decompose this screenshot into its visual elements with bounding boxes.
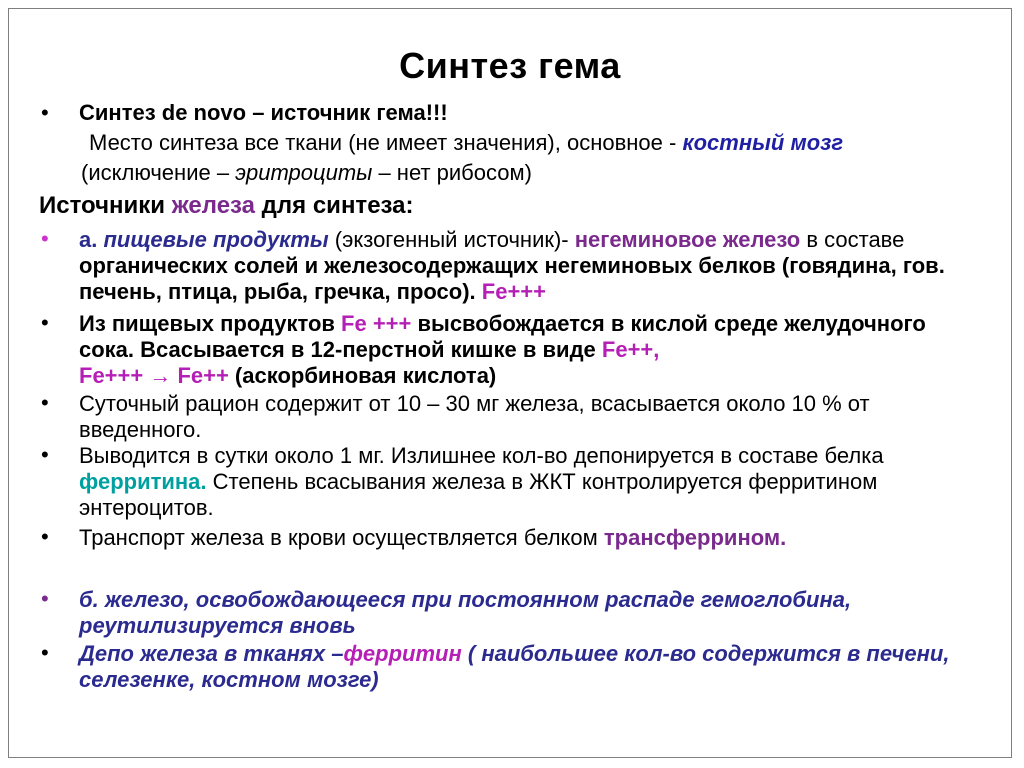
reutilization-paragraph bbox=[79, 587, 971, 639]
bullet-7: • bbox=[41, 586, 49, 611]
depot-paragraph bbox=[79, 641, 971, 693]
transport-paragraph bbox=[79, 525, 971, 551]
bullet-8: • bbox=[41, 640, 49, 665]
in-composition-text: в составе bbox=[800, 227, 905, 252]
transport-text: Транспорт железа в крови осуществляется белком bbox=[79, 525, 604, 550]
ferritin-text: ферритина. bbox=[79, 469, 207, 494]
exception-line bbox=[81, 161, 532, 185]
erythrocytes-text: эритроциты bbox=[235, 160, 373, 185]
heading-iron-text: железа bbox=[171, 192, 256, 219]
synthesis-site-text: Место синтеза все ткани (не имеет значения), основное - bbox=[89, 130, 683, 155]
bullet-2: • bbox=[41, 226, 49, 251]
fe3-text: Fe+++ bbox=[475, 279, 546, 304]
de-novo-text: Синтез de novo – источник гема!!! bbox=[79, 100, 448, 125]
bullet-1: • bbox=[41, 100, 49, 125]
fe-conversion-text: Fe+++ → Fe++ bbox=[79, 363, 229, 388]
release-text-c: высвобождается в кислой среде желудочного сока. Всасывается в 12-перстной кишке в виде bbox=[79, 311, 926, 362]
bullet-4: • bbox=[41, 390, 49, 415]
exogenous-text: (экзогенный источник)- bbox=[328, 227, 575, 252]
slide-title: Синтез гема bbox=[399, 45, 621, 86]
organic-salts-text: органических солей и железосодержащих негеминовых белков (говядина, гов. печень, птица, рыба, гречка, просо). bbox=[79, 253, 945, 304]
heading-text-a: Источники bbox=[39, 192, 172, 219]
transferrin-text: трансферрином. bbox=[603, 525, 787, 550]
fe-plus-text: Fe +++ bbox=[341, 311, 412, 336]
depot-text-a: Депо железа в тканях – bbox=[79, 641, 344, 666]
food-a-label: а. bbox=[79, 227, 104, 252]
reutilization-text: б. железо, освобождающееся при постоянном распаде гемоглобина, реутилизируется вновь bbox=[79, 587, 852, 638]
food-sources-paragraph bbox=[79, 227, 971, 305]
fe2-text: Fe++, bbox=[601, 337, 660, 362]
depot-ferritin-text: ферритин bbox=[343, 641, 462, 666]
ascorbic-text: (аскорбиновая кислота) bbox=[228, 363, 497, 388]
bullet-5: • bbox=[41, 442, 49, 467]
exception-text-a: (исключение – bbox=[81, 160, 236, 185]
slide-frame bbox=[8, 8, 1012, 758]
nonheme-iron-text: негеминовое железо bbox=[574, 227, 801, 252]
iron-sources-heading bbox=[39, 192, 414, 220]
heading-text-c: для синтеза: bbox=[255, 192, 414, 219]
excretion-text-a: Выводится в сутки около 1 мг. Излишнее кол-во депонируется в составе белка bbox=[79, 443, 884, 468]
synthesis-site-line bbox=[89, 131, 843, 155]
release-text-a: Из пищевых продуктов bbox=[79, 311, 342, 336]
daily-ration-paragraph bbox=[79, 391, 971, 443]
excretion-text-c: Степень всасывания железа в ЖКТ контролируется ферритином энтероцитов. bbox=[79, 469, 878, 520]
excretion-paragraph bbox=[79, 443, 971, 521]
exception-text-c: – нет рибосом) bbox=[372, 160, 532, 185]
bone-marrow-text: костный мозг bbox=[682, 130, 844, 155]
depot-text-c: ( наибольшее кол-во содержится в печени, селезенке, костном мозге) bbox=[79, 641, 950, 692]
bullet-6: • bbox=[41, 524, 49, 549]
bullet-3: • bbox=[41, 310, 49, 335]
iron-release-paragraph bbox=[79, 311, 971, 389]
food-products-text: пищевые продукты bbox=[103, 227, 329, 252]
daily-ration-text: Суточный рацион содержит от 10 – 30 мг железа, всасывается около 10 % от введенного. bbox=[79, 391, 870, 442]
de-novo-line bbox=[79, 101, 448, 125]
